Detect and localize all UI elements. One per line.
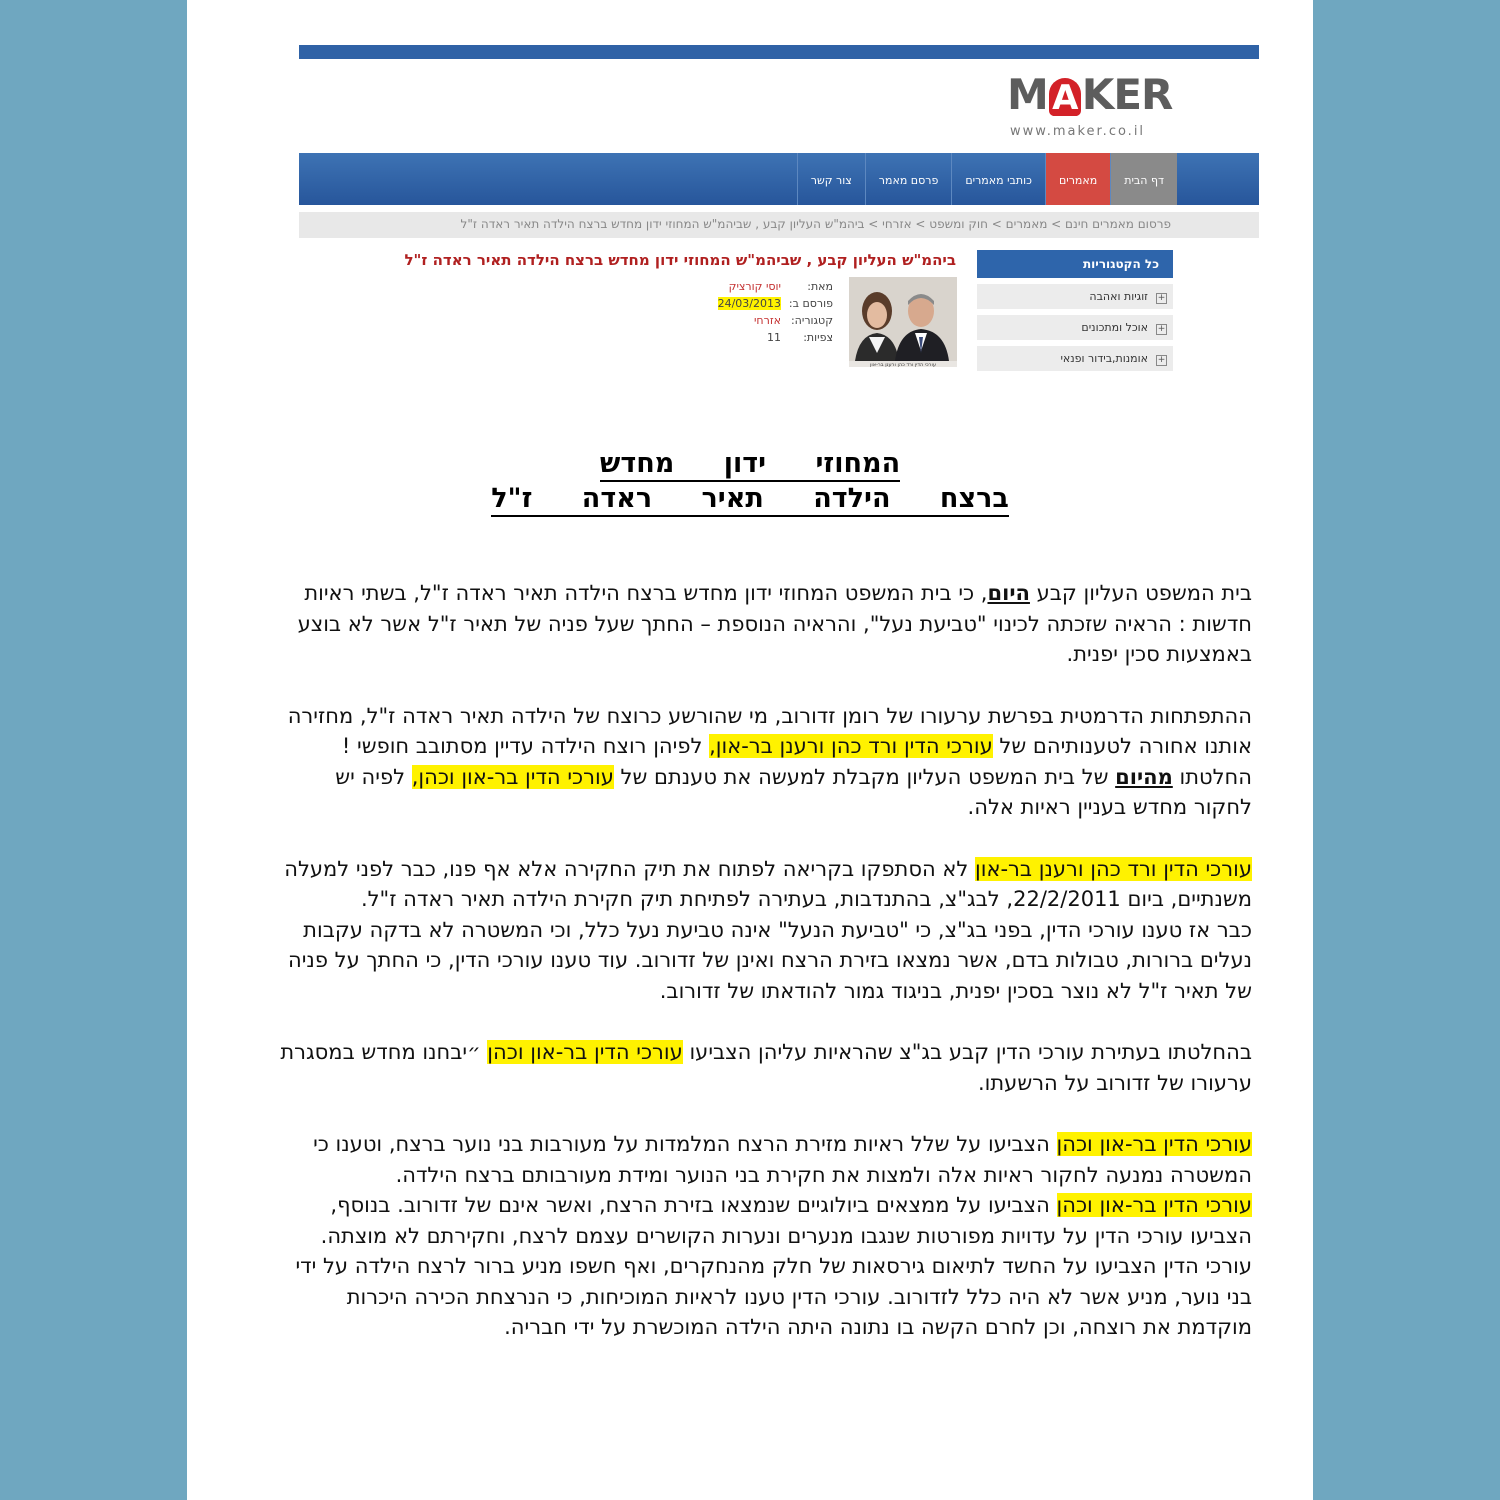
- highlighted-lawyers: עורכי הדין ורד כהן ורענן בר-און,: [709, 734, 993, 758]
- document-body: [272, 578, 1252, 1343]
- paragraph-8: [272, 1190, 1252, 1343]
- highlighted-lawyers: עורכי הדין בר-און וכהן: [1056, 1193, 1252, 1217]
- underlined-today: היום: [987, 581, 1030, 605]
- text: בהחלטתו בעתירת עורכי הדין קבע בג"צ שהראיות עליהן הצביעו: [682, 1040, 1252, 1064]
- meta-category-label: קטגוריה:: [790, 314, 833, 327]
- meta-published: [697, 297, 837, 314]
- expand-icon[interactable]: +: [1157, 324, 1166, 334]
- meta-author: [697, 280, 837, 297]
- logo-url: www.maker.co.il: [1010, 124, 1146, 139]
- text: , כי בית המשפט המחוזי ידון מחדש ברצח הילדה תאיר ראדה ז"ל, בשתי ראיות חדשות : הראיה שזכתה לכינוי "טביעת נעל", והראיה הנוספת – החתך שעל פניה של תאיר ז"ל אשר לא בוצע באמצעות סכין יפנית.: [297, 581, 1252, 666]
- meta-views-label: צפיות:: [803, 331, 833, 344]
- text: הצביעו על ממצאים ביולוגיים שנמצאו בזירת הרצח, ואשר אינם של זדורוב. בנוסף, הצביעו עורכי הדין על עדויות מפורטות שנגבו מנערים ונערות הקושרים עצמם לרצח, וחקירתם לא מוצתה. עורכי הדין הצביעו על החשד לתיאום גירסאות של חלק מהנחקרים, ואף חשפו מניע ברור לרצח הילדה על ידי בני נוער, מניע אשר לא היה כלל לזדורוב. עורכי הדין טענו לראיות המוכיחות, כי הנרצחת הכירה היכרות מוקדמת את רוצחה, וכן לחרם הקשה בו נתונה היתה הילדה המוכשרת על ידי חבריה.: [295, 1193, 1252, 1339]
- text: בית המשפט העליון קבע: [1029, 581, 1252, 605]
- paragraph-3: [272, 762, 1252, 823]
- meta-author-value[interactable]: יוסי קורציק: [728, 280, 781, 293]
- paragraph-5: כבר אז טענו עורכי הדין, בפני בג"צ, כי "טביעת הנעל" אינה טביעת נעל כלל, וכי המשטרה לא בדקה עקבות נעלים ברורות, טבולות בדם, אשר נמצאו בזירת הרצח ואינן של זדורוב. עוד טענו עורכי הדין, כי החתך על פניה של תאיר ז"ל לא נוצר בסכין יפנית, בניגוד גמור להודאתו של זדורוב.: [288, 917, 1252, 1003]
- photo-caption: עורכי הדין ורד כהן ורענן בר-און: [870, 362, 936, 367]
- text: ״יבחנו מחדש במסגרת ערעורו של זדורוב על הרשעתו.: [280, 1040, 1252, 1095]
- expand-icon[interactable]: +: [1157, 293, 1166, 303]
- nav-article-writers[interactable]: כותבי מאמרים: [951, 153, 1045, 205]
- sidebar-item-label: אומנות,בידור ופנאי: [1060, 352, 1148, 365]
- article-title: ביהמ"ש העליון קבע , שביהמ"ש המחוזי ידון מחדש ברצח הילדה תאיר ראדה ז"ל: [404, 251, 956, 269]
- highlighted-lawyers: עורכי הדין בר-און וכהן: [487, 1040, 683, 1064]
- site-top-bar: [299, 45, 1259, 59]
- expand-icon[interactable]: +: [1157, 355, 1166, 365]
- breadcrumb-text[interactable]: פרסום מאמרים חינם > מאמרים > חוק ומשפט > אזרחי > ביהמ"ש העליון קבע , שביהמ"ש המחוזי ידון מחדש ברצח הילדה תאיר ראדה ז"ל: [460, 217, 1171, 231]
- sidebar-item-label: זוגיות ואהבה: [1089, 290, 1148, 303]
- logo-letter-a: A: [1049, 78, 1081, 116]
- main-navigation: [299, 153, 1259, 205]
- meta-published-label: פורסם ב:: [788, 297, 833, 310]
- title-text: ברצח הילדה תאיר ראדה ז"ל: [491, 483, 1009, 517]
- meta-views-value: 11: [767, 331, 781, 344]
- paragraph-7: [272, 1129, 1252, 1190]
- title-text: המחוזי ידון מחדש: [600, 448, 900, 482]
- nav-home[interactable]: דף הבית: [1110, 153, 1177, 205]
- paragraph-2: [272, 701, 1252, 762]
- site-logo[interactable]: [1007, 70, 1177, 144]
- nav-articles[interactable]: מאמרים: [1045, 153, 1110, 205]
- paragraph-1: [272, 578, 1252, 670]
- text: לא הסתפקו בקריאה לפתוח את תיק החקירה אלא אף פנו, כבר לפני למעלה משנתיים, ביום 22/2/2011, לבג"צ, בהתנדבות, בעתירה לפתיחת תיק חקירת הילדה תאיר ראדה ז"ל.: [284, 856, 1252, 911]
- sidebar-header[interactable]: כל הקטגוריות: [977, 250, 1173, 278]
- paragraph-4: [272, 854, 1252, 915]
- sidebar-item-label: אוכל ומתכונים: [1081, 321, 1148, 334]
- text: לפיהן רוצח הילדה עדיין מסתובב חופשי !: [341, 734, 710, 758]
- category-sidebar: [977, 250, 1173, 371]
- text: ההתפתחות הדרמטית בפרשת ערעורו של רומן זדורוב, מי שהורשע כרוצח של הילדה תאיר ראדה ז"ל, מחזירה אותנו אחורה לטענותיהם של: [287, 703, 1252, 758]
- underlined-today: מהיום: [1115, 764, 1173, 789]
- nav-contact[interactable]: צור קשר: [797, 153, 865, 205]
- document-title-line1: [187, 448, 1313, 479]
- author-photo: [849, 277, 957, 367]
- text: הצביעו על שלל ראיות מזירת הרצח המלמדות על מעורבות בני נוער ברצח, וטענו כי המשטרה נמנעה לחקור ראיות אלה ולמצות את חקירת בני הנוער ומידת מעורבותם ברצח הילדה.: [313, 1132, 1252, 1187]
- meta-views: [697, 331, 837, 348]
- sidebar-item-food[interactable]: [977, 315, 1173, 340]
- highlighted-lawyers: עורכי הדין בר-און וכהן: [1056, 1132, 1252, 1156]
- highlighted-lawyers: עורכי הדין ורד כהן ורענן בר-און: [975, 856, 1252, 881]
- nav-publish-article[interactable]: פרסם מאמר: [865, 153, 952, 205]
- meta-category: [697, 314, 837, 331]
- logo-letter-m: M: [1007, 70, 1048, 119]
- sidebar-item-art[interactable]: [977, 346, 1173, 371]
- breadcrumb: [299, 212, 1259, 238]
- logo-letters-ker: KER: [1081, 70, 1173, 119]
- meta-category-value[interactable]: אזרחי: [753, 314, 781, 327]
- text: של בית המשפט העליון מקבלת למעשה את טענתם של: [613, 764, 1116, 789]
- scanned-page: [187, 0, 1313, 1500]
- sidebar-item-relationships[interactable]: [977, 284, 1173, 309]
- paragraph-6: [272, 1037, 1252, 1098]
- meta-author-label: מאת:: [807, 280, 833, 293]
- highlighted-lawyers: עורכי הדין בר-און וכהן,: [411, 764, 614, 789]
- text: החלטתו: [1172, 764, 1252, 789]
- article-meta: [697, 280, 837, 348]
- meta-published-value: 24/03/2013: [717, 297, 781, 310]
- text: לפיה יש לחקור מחדש בעניין ראיות אלה.: [335, 764, 1252, 819]
- document-title-line2: [187, 483, 1313, 514]
